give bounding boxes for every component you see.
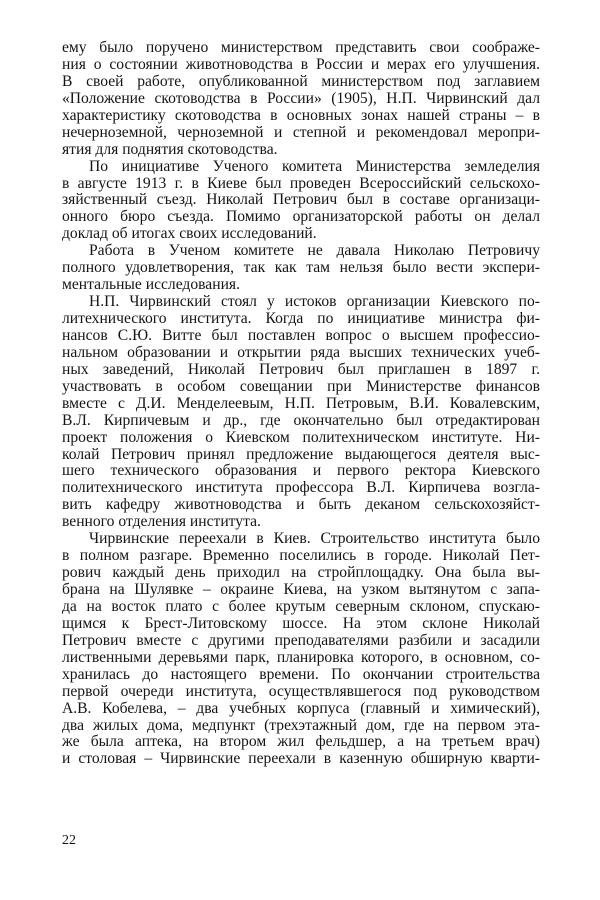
text-line: вить кафедру животноводства и быть деканом сельскохозяйст-	[62, 496, 540, 514]
text-line: А.В. Кобелева, – два учебных корпуса (главный и химический),	[62, 699, 540, 717]
text-line: В своей работе, опубликованной министерством под заглавием	[62, 72, 540, 90]
text-line: вместе с Д.И. Менделеевым, Н.П. Петровым, В.И. Ковалевским,	[62, 394, 540, 412]
text-line: проект положения о Киевском политехническом институте. Ни-	[62, 428, 540, 446]
paragraph	[62, 40, 540, 159]
text-line: колай Петрович принял предложение выдающегося деятеля выс-	[62, 445, 540, 463]
text-line: нансов С.Ю. Витте был поставлен вопрос о высшем профессио-	[62, 326, 540, 344]
paragraph	[62, 294, 540, 531]
text-line: ему было поручено министерством представить свои соображе-	[62, 39, 540, 56]
text-line: и столовая – Чирвинские переехали в казенную обширную кварти-	[62, 750, 540, 768]
text-line: онного бюро съезда. Помимо организаторской работы он делал	[62, 208, 540, 226]
text-line: венного отделения института.	[62, 513, 261, 531]
text-line: Чирвинские переехали в Киев. Строительство института было	[89, 530, 540, 548]
text-line: полного удовлетворения, так как там нельзя было вести экспери-	[62, 259, 540, 277]
text-line: первой очереди института, осуществлявшегося под руководством	[62, 682, 540, 700]
text-line: хранилась до настоящего времени. По окончании строительства	[62, 665, 540, 683]
paragraph	[62, 531, 540, 768]
text-line: лиственными деревьями парк, планировка которого, в основном, со-	[62, 648, 540, 666]
text-line: ятия для поднятия скотоводства.	[62, 140, 278, 158]
paragraph	[62, 159, 540, 244]
text-line: ментальные исследования.	[62, 276, 240, 294]
text-line: в августе 1913 г. в Киеве был проведен Всероссийский сельскохо-	[62, 174, 540, 192]
text-line: Н.П. Чирвинский стоял у истоков организации Киевского по-	[89, 293, 540, 311]
text-line: Петрович вместе с другими преподавателями разбили и засадили	[62, 631, 540, 649]
text-line: нечерноземной, черноземной и степной и рекомендовал меропри-	[62, 123, 540, 141]
text-line: зяйственный съезд. Николай Петрович был в составе организаци-	[62, 191, 540, 209]
text-line: Работа в Ученом комитете не давала Николаю Петровичу	[89, 242, 540, 260]
text-line: По инициативе Ученого комитета Министерства земледелия	[89, 157, 540, 175]
text-line: участвовать в особом совещании при Министерстве финансов	[62, 377, 540, 395]
text-line: рович каждый день приходил на стройплощадку. Она была вы-	[62, 564, 540, 582]
text-line: да на восток плато с более крутым северным склоном, спускаю-	[62, 597, 540, 615]
text-line: в полном разгаре. Временно поселились в городе. Николай Пет-	[62, 547, 540, 565]
text-line: шего технического образования и первого ректора Киевского	[62, 462, 540, 480]
text-line: нальном образовании и открытии ряда высших технических учеб-	[62, 343, 540, 361]
text-line: щимся к Брест-Литовскому шоссе. На этом склоне Николай	[62, 614, 540, 632]
text-line: характеристику скотоводства в основных зонах нашей страны – в	[62, 106, 540, 124]
text-line: доклад об итогах своих исследований.	[62, 225, 317, 243]
text-line: же была аптека, на втором жил фельдшер, а на третьем врач)	[62, 733, 540, 751]
text-line: брана на Шулявке – окраине Киева, на узком вытянутом с запа-	[62, 581, 540, 598]
page-body	[62, 40, 540, 768]
text-line: два жилых дома, медпункт (трехэтажный дом, где на первом эта-	[62, 716, 540, 734]
text-line: политехнического института профессора В.Л. Кирпичева возгла-	[62, 479, 540, 497]
text-line: ных заведений, Николай Петрович был приглашен в 1897 г.	[62, 360, 540, 378]
page-number: 22	[62, 833, 76, 848]
text-line: ния о состоянии животноводства в России и мерах его улучшения.	[62, 55, 540, 73]
text-line: «Положение скотоводства в России» (1905), Н.П. Чирвинский дал	[62, 89, 540, 107]
text-line: В.Л. Кирпичевым и др., где окончательно был отредактирован	[62, 411, 540, 429]
paragraph	[62, 243, 540, 294]
text-line: литехнического института. Когда по инициативе министра фи-	[62, 310, 540, 327]
